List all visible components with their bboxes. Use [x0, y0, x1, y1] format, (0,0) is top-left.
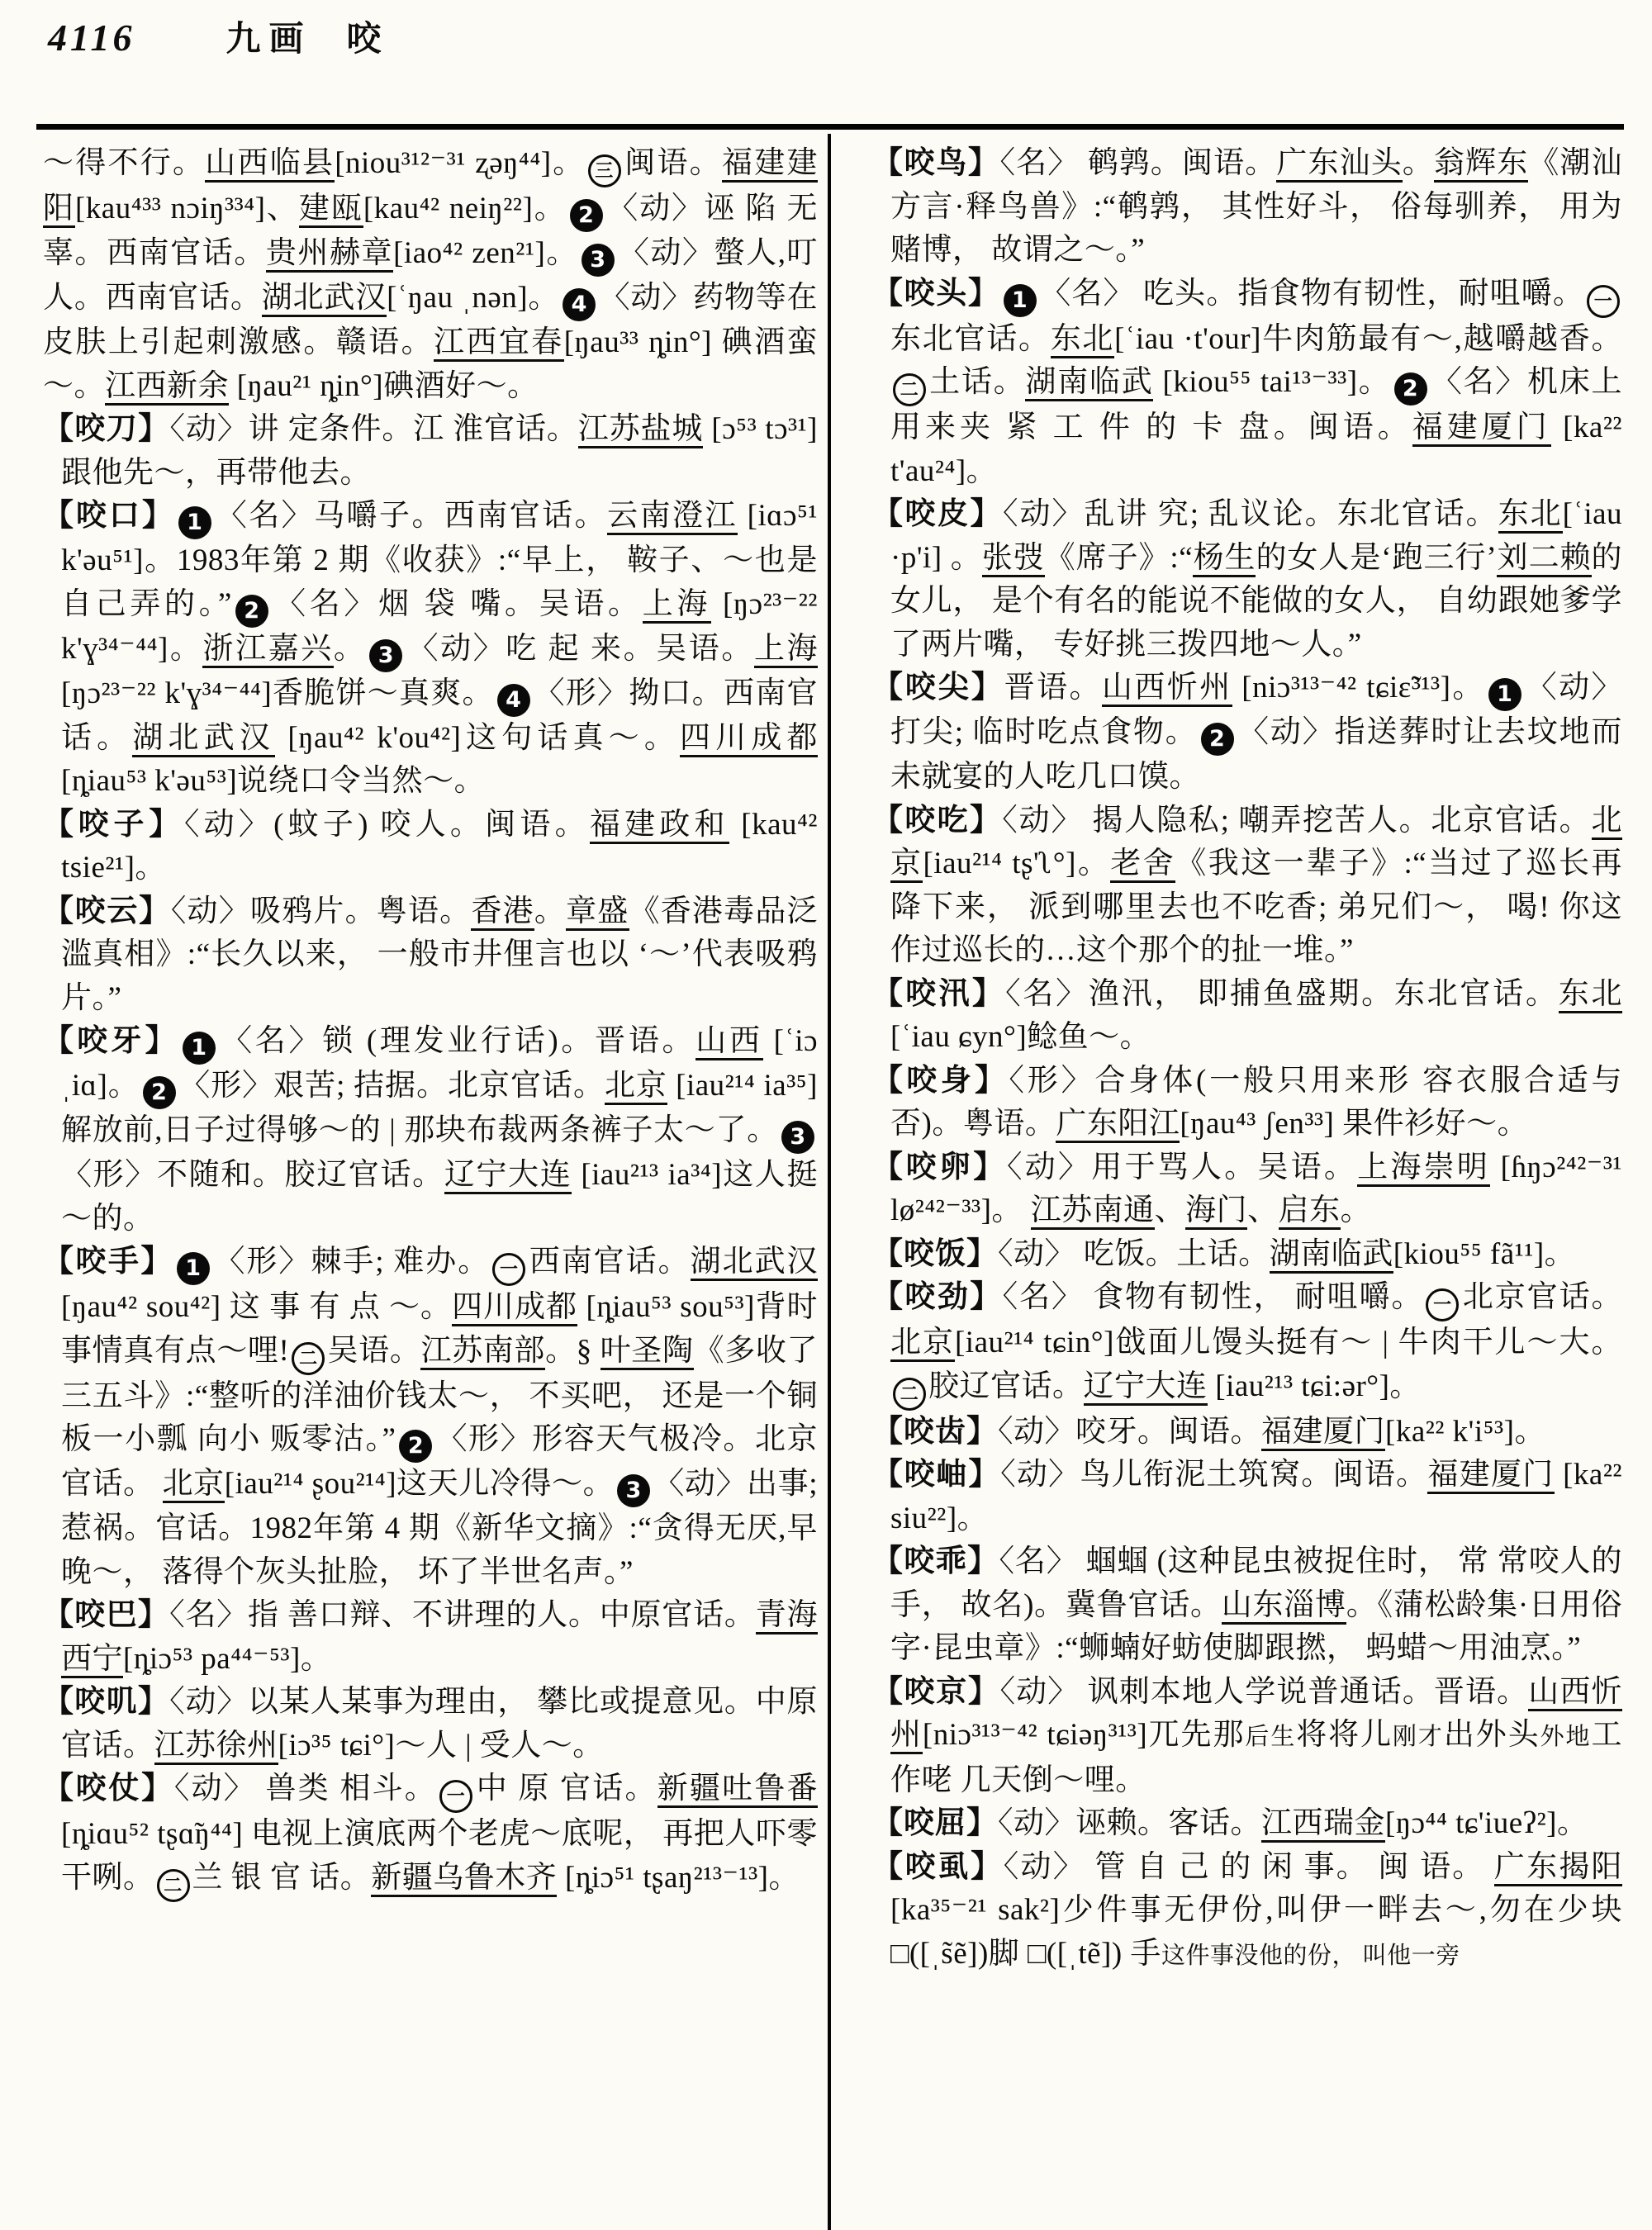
- text-run: [ʿiau ɕyn°]鲶鱼～。: [890, 1020, 1151, 1054]
- proper-noun: 福建厦门: [1427, 1458, 1554, 1494]
- proper-noun: 云南澄江: [607, 499, 738, 535]
- dictionary-entry: [872, 142, 1622, 273]
- text-run: 、: [1154, 1193, 1186, 1227]
- text-run: [ʿiɔ ˌiɑ]。: [61, 1024, 819, 1103]
- text-run: 〈动〉乱讲 究; 乱议论。东北官话。: [1002, 497, 1498, 531]
- text-run: [kiou⁵⁵ fã¹¹]。: [1393, 1236, 1576, 1271]
- text-run: 〈名〉机床上用来夹 紧 工 件 的 卡 盘。闽语。: [890, 365, 1623, 444]
- text-run: [ka²² t'au²⁴]。: [890, 410, 1623, 488]
- dictionary-entry: [872, 1802, 1622, 1846]
- headword: 【咬身】: [872, 1063, 1009, 1098]
- text-run: [ka²² siu²²]。: [890, 1458, 1623, 1535]
- headword: 【咬皮】: [872, 497, 1003, 531]
- subsense-number-icon: 二: [893, 1378, 926, 1411]
- proper-noun: 上海: [643, 587, 711, 624]
- proper-noun: 山西临县: [205, 146, 335, 183]
- dictionary-entry: [872, 1540, 1622, 1671]
- text-run: 〈动〉用于骂人。吴语。: [1006, 1150, 1358, 1184]
- text-run: 〈动〉 兽类 相斗。: [173, 1772, 437, 1805]
- text-run: [ŋau⁴² sou⁴²] 这 事 有 点 ～。: [61, 1290, 453, 1324]
- text-run: [iau²¹⁴ tʂ'ʅ°]。: [923, 847, 1111, 880]
- dictionary-entry: [872, 1671, 1622, 1803]
- text-run: [ka²² k'i⁵³]。: [1385, 1414, 1545, 1449]
- proper-noun: 香港: [471, 894, 534, 931]
- text-run: [ŋɔ⁴⁴ tɕ'iueʔ²]。: [1385, 1806, 1588, 1840]
- proper-noun: 湖北武汉: [262, 281, 387, 317]
- text-run: [ȵiau⁵³ sou⁵³]背时事情真有点～哩!: [61, 1290, 819, 1368]
- headword: 【咬岫】: [872, 1458, 1001, 1492]
- text-run: 工作咾 几天倒～哩。: [890, 1718, 1622, 1797]
- proper-noun: 北京: [890, 1326, 955, 1362]
- headword: 【咬鸟】: [872, 146, 1000, 180]
- dictionary-entry: [43, 1681, 818, 1767]
- proper-noun: 杨生: [1193, 541, 1256, 577]
- proper-noun: 广东汕头: [1276, 146, 1402, 183]
- text-run: 〈形〉拗口。西南官话。: [61, 676, 818, 755]
- proper-noun: 新疆乌鲁木齐: [371, 1861, 557, 1897]
- text-run: 〈名〉烟 袋 嘴。吴语。: [271, 586, 643, 621]
- text-run: [iau²¹³ tɕi:ər°]。: [1207, 1369, 1421, 1403]
- text-run: [ŋau⁴³ ʃen³³] 果件衫好～。: [1180, 1107, 1529, 1141]
- text-run: 〈名〉 蝈蝈 (这种昆虫被捉住时， 常 常咬人的手， 故名)。冀鲁官话。: [890, 1544, 1623, 1622]
- proper-noun: 广东阳江: [1056, 1107, 1180, 1143]
- text-run: [ɔ⁵³ tɔ³¹]跟他先～，再带他去。: [61, 412, 819, 490]
- text-run: [kiou⁵⁵ tai¹³⁻³³]。: [1153, 365, 1391, 399]
- text-run: 〈形〉合身体(一般只用来形 容衣服合适与否)。粤语。: [890, 1063, 1623, 1141]
- proper-noun: 北京: [890, 804, 1622, 884]
- header-rule: [36, 124, 1624, 130]
- headword: 【咬刀】: [43, 412, 170, 446]
- subsense-number-icon: 一: [1426, 1288, 1459, 1321]
- text-run: [iao⁴² zen²¹]。: [393, 236, 578, 270]
- proper-noun: 湖北武汉: [132, 721, 275, 757]
- text-run: 〈名〉 吃头。指食物有韧性，耐咀嚼。: [1039, 276, 1585, 311]
- text-run: 〈形〉形容天气极冷。北京官话。: [61, 1422, 819, 1501]
- left-column: [43, 142, 818, 1977]
- text-run: 、: [1247, 1193, 1279, 1227]
- text-run: 。§: [545, 1333, 601, 1368]
- text-run: [niɔ³¹³⁻⁴² tɕiɛ̃³¹³]。: [1232, 671, 1485, 705]
- proper-noun: 广东揭阳: [1494, 1850, 1622, 1886]
- proper-noun: 建瓯: [299, 192, 363, 228]
- dictionary-entry: [43, 408, 818, 495]
- headword: 【咬牙】: [43, 1024, 179, 1058]
- text-run: 〈动〉 吃饭。土话。: [998, 1236, 1270, 1271]
- text-run: 〈形〉棘手; 难办。: [212, 1245, 491, 1279]
- headword: 【咬京】: [872, 1674, 1000, 1709]
- proper-noun: 刘二赖: [1497, 541, 1591, 577]
- dictionary-entry: [43, 1594, 818, 1681]
- sense-number-icon: 1: [183, 1032, 216, 1065]
- proper-noun: 山西忻州: [890, 1675, 1622, 1755]
- text-run: 〈动〉出事; 惹祸。官话。1982年第 4 期《新华文摘》:“贪得无厌,早晚～， 落得个灰头扯脸， 坏了半世名声。”: [61, 1467, 818, 1589]
- proper-noun: 翁辉东: [1434, 146, 1528, 183]
- text-run: 〈动〉指送葬时让去坟地而未就宴的人吃几口馍。: [890, 715, 1623, 794]
- text-run: [iau²¹⁴ ʂou²¹⁴]这天儿冷得～。: [224, 1467, 615, 1501]
- text-run: 晋语。: [1004, 671, 1102, 705]
- text-run: 〈动〉吸鸦片。粤语。: [170, 894, 472, 928]
- dictionary-entry: [43, 495, 818, 804]
- dictionary-entry: [872, 667, 1622, 799]
- text-run: 〈动〉以某人某事为理由， 攀比或提意见。中原官话。: [61, 1685, 819, 1763]
- subsense-number-icon: 二: [157, 1869, 190, 1902]
- subsense-number-icon: 一: [439, 1780, 472, 1813]
- text-run: 。《蒲松龄集·日用俗字·昆虫章》:“蛳蝻好蚄使脚跟撚， 蚂蜡～用油烹。”: [890, 1587, 1623, 1665]
- dictionary-entry: [43, 804, 818, 890]
- dictionary-entry: [43, 1767, 818, 1902]
- text-run: 。: [534, 894, 567, 928]
- proper-noun: 章盛: [566, 894, 629, 931]
- dictionary-entry: [43, 1241, 818, 1594]
- text-run: [ȵiau⁵³ k'əu⁵³]说绕口令当然～。: [61, 764, 486, 798]
- proper-noun: 福建建阳: [43, 146, 818, 228]
- dictionary-entry: [43, 142, 818, 408]
- text-run: [iɔ³⁵ tɕi°]～人 | 受人～。: [278, 1728, 604, 1763]
- text-run: 闽语。: [623, 146, 723, 180]
- sense-number-icon: 1: [1488, 678, 1521, 711]
- proper-noun: 福建政和: [590, 808, 729, 844]
- proper-noun: 湖南临武: [1270, 1237, 1393, 1274]
- text-run: [ŋau³³ ȵin°] 碘酒蛮～。: [43, 325, 818, 403]
- dictionary-entry: [872, 1411, 1622, 1454]
- text-run: [ŋɔ²³⁻²² k'ɣ³⁴⁻⁴⁴]。: [61, 586, 818, 666]
- headword: 【咬口】: [43, 499, 175, 533]
- text-run: 〈名〉马嚼子。西南官话。: [214, 499, 608, 533]
- headword: 【咬子】: [43, 807, 184, 842]
- headword: 【咬卵】: [872, 1150, 1007, 1184]
- dictionary-entry: [872, 1846, 1622, 1978]
- text-run: [iau²¹⁴ ia³⁵]解放前,日子过得够～的 | 那块布裁两条裤子太～了。: [61, 1069, 819, 1147]
- page-header: [48, 12, 382, 61]
- text-run: 〈名〉 食物有韧性， 耐咀嚼。: [1002, 1280, 1424, 1314]
- text-run: [iɑɔ⁵¹ k'əu⁵¹]。1983年第 2 期《收获》:“早上， 鞍子、～也是自己弄的。”: [61, 499, 819, 621]
- text-run: [ŋɔ²³⁻²² k'ɣ³⁴⁻⁴⁴]香脆饼～真爽。: [61, 676, 494, 710]
- proper-noun: 山东淄博: [1222, 1588, 1346, 1625]
- headword: 【咬汛】: [872, 976, 1006, 1011]
- proper-noun: 北京: [605, 1069, 667, 1105]
- dictionary-body: [43, 142, 1622, 1977]
- text-run: [ʿiau ·p'i] 。: [890, 497, 1623, 575]
- proper-noun: 湖南临武: [1025, 365, 1153, 401]
- text-run: [ȵiɔ⁵¹ tʂaŋ²¹³⁻¹³]。: [557, 1860, 800, 1895]
- proper-noun: 辽宁大连: [1084, 1369, 1208, 1406]
- subsense-number-icon: 一: [492, 1253, 525, 1286]
- text-run: 〈动〉咬牙。闽语。: [998, 1414, 1261, 1449]
- subsense-number-icon: 二: [292, 1342, 325, 1375]
- text-run: 〈动〉诬赖。客话。: [998, 1806, 1261, 1840]
- proper-noun: 东北: [1051, 322, 1114, 358]
- text-run: 后生: [1245, 1724, 1297, 1750]
- sense-number-icon: 3: [369, 639, 402, 672]
- text-run: 〈名〉渔汛， 即捕鱼盛期。东北官话。: [1005, 976, 1559, 1011]
- dictionary-entry: [872, 973, 1622, 1060]
- text-run: ～得不行。: [43, 146, 206, 180]
- proper-noun: 贵州赫章: [266, 236, 393, 273]
- text-run: 的女人是‘跑三行’: [1256, 540, 1498, 575]
- text-run: 中 原 官话。: [474, 1772, 657, 1805]
- head-character: 咬: [346, 21, 382, 59]
- text-run: 的女儿， 是个有名的能说不能做的女人， 自幼跟她爹学了两片嘴， 专好挑三拨四地～人。”: [890, 540, 1623, 662]
- text-run: 外地: [1540, 1724, 1592, 1750]
- text-run: 〈动〉 揭人隐私; 嘲弄挖苦人。北京官话。: [1002, 803, 1592, 837]
- text-run: [kau⁴³³ nɔiŋ³³⁴]、: [74, 192, 299, 225]
- headword: 【咬屈】: [872, 1806, 998, 1840]
- radical-section-label: 九画: [225, 21, 312, 59]
- text-run: 刚才: [1393, 1724, 1444, 1750]
- text-run: 〈动〉 讽刺本地人学说普通话。晋语。: [999, 1674, 1529, 1709]
- text-run: 。: [1402, 146, 1434, 180]
- headword: 【咬叽】: [43, 1685, 170, 1719]
- proper-noun: 福建厦门: [1412, 410, 1551, 447]
- proper-noun: 山西忻州: [1102, 671, 1232, 707]
- dictionary-entry: [872, 1233, 1622, 1277]
- proper-noun: 四川成都: [680, 721, 818, 757]
- sense-number-icon: 1: [178, 506, 211, 539]
- dictionary-entry: [872, 493, 1622, 667]
- text-run: 〈动〉诬 陷 无 辜。西南官话。: [43, 192, 819, 270]
- text-run: 〈形〉艰苦; 拮据。北京官话。: [178, 1069, 605, 1103]
- headword: 【咬手】: [43, 1245, 173, 1279]
- headword: 【咬乖】: [872, 1544, 999, 1578]
- dictionary-entry: [872, 1146, 1622, 1233]
- proper-noun: 江苏南部: [420, 1334, 545, 1370]
- text-run: [ka³⁵⁻²¹ sak²]少件事无伊份,叫伊一畔去～,勿在少块□([ˌs̃ẽ])脚 □([ˌtẽ]) 手: [890, 1893, 1622, 1971]
- sense-number-icon: 2: [1201, 723, 1234, 756]
- text-run: 〈名〉锁 (理发业行话)。晋语。: [218, 1024, 696, 1058]
- proper-noun: 江苏盐城: [578, 412, 704, 448]
- proper-noun: 江西宜春: [434, 325, 564, 362]
- sense-number-icon: 4: [497, 684, 530, 717]
- headword: 【咬巴】: [43, 1598, 170, 1632]
- right-column: [872, 142, 1622, 1977]
- text-run: 西南官话。: [528, 1245, 691, 1279]
- text-run: 吴语。: [327, 1333, 421, 1368]
- headword: 【咬虱】: [872, 1849, 1004, 1884]
- dictionary-entry: [872, 1454, 1622, 1540]
- sense-number-icon: 3: [781, 1121, 814, 1154]
- proper-noun: 北京: [163, 1467, 225, 1503]
- text-run: 〈动〉药物等在皮肤上引起刺激感。赣语。: [43, 281, 819, 359]
- text-run: [niɔ³¹³⁻⁴² tɕiəŋ³¹³]兀先那: [922, 1718, 1246, 1752]
- text-run: 《香港毒品泛滥真相》:“长久以来， 一般市井俚言也以 ‘～’代表吸鸦片。”: [61, 894, 819, 1015]
- proper-noun: 叶圣陶: [601, 1334, 694, 1370]
- text-run: 北京官话。: [1461, 1280, 1623, 1314]
- text-run: [niou³¹²⁻³¹ ʐəŋ⁴⁴]。: [335, 146, 586, 180]
- text-run: 胶辽官话。: [928, 1369, 1084, 1403]
- headword: 【咬云】: [43, 894, 171, 928]
- proper-noun: 福建厦门: [1261, 1415, 1385, 1451]
- text-run: 〈动〉讲 定条件。江 淮官话。: [169, 412, 578, 446]
- text-run: 。: [333, 631, 367, 666]
- proper-noun: 湖北武汉: [691, 1245, 818, 1281]
- proper-noun: 辽宁大连: [444, 1158, 572, 1194]
- text-run: 土话。: [928, 365, 1026, 399]
- headword: 【咬劲】: [872, 1280, 1003, 1314]
- sense-number-icon: 4: [563, 288, 596, 321]
- sense-number-icon: 1: [1004, 284, 1037, 317]
- text-run: 《我这一辈子》:“当过了巡长再降下来， 派到哪里去也不吃香; 弟兄们～， 喝! 你这作过巡长的…这个那个的扯一堆。”: [890, 847, 1623, 967]
- text-run: [kau⁴² tsie²¹]。: [61, 807, 818, 885]
- proper-noun: 四川成都: [452, 1290, 577, 1326]
- proper-noun: 老舍: [1110, 847, 1175, 883]
- sense-number-icon: 3: [582, 244, 615, 277]
- text-run: [ȵiɑu⁵² tʂɑ̃ŋ⁴⁴] 电视上演底两个老虎～底呢， 再把人吓零干咧。: [61, 1817, 818, 1895]
- proper-noun: 东北: [1498, 497, 1563, 534]
- headword: 【咬饭】: [872, 1236, 998, 1271]
- headword: 【咬齿】: [872, 1414, 998, 1449]
- proper-noun: 张弢: [982, 541, 1045, 577]
- text-run: [iau²¹⁴ tɕin°]戗面儿馒头挺有～ | 牛肉干儿～大。: [954, 1326, 1622, 1359]
- text-run: [ŋau⁴² k'ou⁴²]这句话真～。: [275, 720, 681, 755]
- sense-number-icon: 2: [399, 1430, 432, 1463]
- sense-number-icon: 2: [235, 595, 268, 628]
- text-run: [ʿŋau ˌnən]。: [387, 281, 560, 315]
- proper-noun: 江苏南通: [1031, 1193, 1155, 1230]
- proper-noun: 山西: [695, 1024, 762, 1060]
- proper-noun: 浙江嘉兴: [202, 632, 333, 668]
- headword: 【咬吃】: [872, 803, 1003, 837]
- text-run: 《潮汕方言·释鸟兽》:“鹌鹑， 其性好斗， 俗每驯养， 用为赌博， 故谓之～。”: [890, 146, 1623, 267]
- subsense-number-icon: 三: [588, 154, 621, 187]
- text-run: 《多收了三五斗》:“整听的洋油价钱太～， 不买吧， 还是一个铜板一小瓢 向小 贩零沽。”: [61, 1333, 819, 1456]
- text-run: 〈动〉(蚊子) 咬人。闽语。: [183, 807, 590, 842]
- headword: 【咬头】: [872, 276, 1000, 311]
- text-run: 东北官话。: [890, 321, 1051, 356]
- text-run: 兰 银 官 话。: [192, 1860, 372, 1895]
- sense-number-icon: 2: [1394, 372, 1427, 406]
- sense-number-icon: 3: [617, 1474, 650, 1507]
- text-run: 出外头: [1443, 1718, 1540, 1752]
- headword: 【咬尖】: [872, 671, 1004, 705]
- dictionary-entry: [872, 1276, 1622, 1411]
- text-run: [ȵiɔ⁵³ pa⁴⁴⁻⁵³]。: [123, 1641, 332, 1676]
- text-run: [ʿiau ·t'our]牛肉筋最有～,越嚼越香。: [1114, 321, 1623, 356]
- dictionary-entry: [872, 1060, 1622, 1146]
- proper-noun: 江西瑞金: [1261, 1806, 1385, 1843]
- text-run: 〈动〉螫人,叮人。西南官话。: [43, 236, 818, 315]
- proper-noun: 江西新余: [105, 369, 229, 406]
- dictionary-entry: [43, 890, 818, 1021]
- proper-noun: 江苏徐州: [154, 1729, 278, 1765]
- proper-noun: 启东: [1279, 1193, 1341, 1230]
- sense-number-icon: 1: [177, 1252, 210, 1285]
- text-run: 将将儿: [1296, 1718, 1393, 1752]
- text-run: 〈动〉 管 自 己 的 闲 事。 闽 语。: [1003, 1849, 1494, 1884]
- subsense-number-icon: 一: [1587, 285, 1620, 318]
- proper-noun: 上海: [754, 632, 818, 668]
- text-run: [ɦŋɔ²⁴²⁻³¹ lø²⁴²⁻³³]。: [890, 1150, 1623, 1227]
- text-run: 〈名〉 鹌鹑。闽语。: [999, 146, 1277, 180]
- page-number: 4116: [48, 17, 135, 59]
- text-run: 〈动〉吃 起 来。吴语。: [406, 631, 754, 666]
- subsense-number-icon: 二: [893, 373, 926, 406]
- sense-number-icon: 2: [143, 1076, 176, 1109]
- text-run: 〈形〉不随和。胶辽官话。: [61, 1158, 444, 1192]
- text-run: 《席子》:“: [1044, 540, 1194, 575]
- text-run: 这件事没他的份， 叫他一旁: [1161, 1942, 1460, 1969]
- dictionary-entry: [872, 799, 1622, 973]
- headword: 【咬仗】: [43, 1772, 174, 1805]
- text-run: [kau⁴² neiŋ²²]。: [363, 192, 567, 225]
- dictionary-entry: [43, 1020, 818, 1241]
- proper-noun: 上海崇明: [1357, 1151, 1490, 1187]
- text-run: 。: [1340, 1193, 1372, 1227]
- proper-noun: 新疆吐鲁番: [657, 1772, 818, 1808]
- text-run: 〈动〉打尖; 临时吃点食物。: [890, 671, 1623, 749]
- text-run: [iau²¹³ ia³⁴]这人挺～的。: [61, 1158, 818, 1236]
- proper-noun: 海门: [1185, 1193, 1247, 1230]
- proper-noun: 东北: [1559, 977, 1622, 1013]
- proper-noun: 青海西宁: [61, 1598, 818, 1678]
- text-run: 〈名〉指 善口辩、不讲理的人。中原官话。: [169, 1598, 756, 1632]
- sense-number-icon: 2: [570, 199, 603, 232]
- dictionary-entry: [872, 273, 1622, 494]
- text-run: 〈动〉鸟儿衔泥土筑窝。闽语。: [1000, 1458, 1428, 1492]
- text-run: [ŋau²¹ ȵin°]碘酒好～。: [229, 368, 539, 403]
